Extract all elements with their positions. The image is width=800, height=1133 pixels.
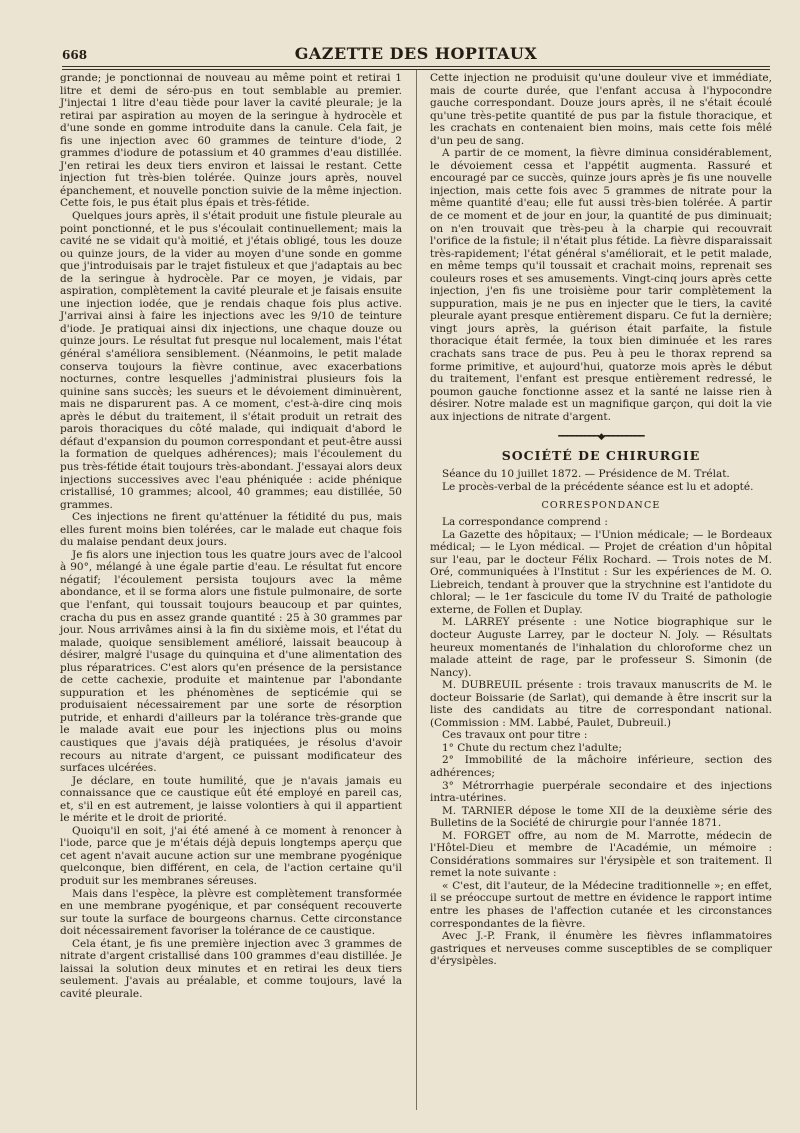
journal-title: GAZETTE DES HOPITAUX <box>294 44 538 63</box>
paragraph: Cela étant, je fis une première injection avec 3 grammes de nitrate d'argent cristallisé dans 100 grammes d'eau distillée. Je laissai la solution deux minutes et en retirai les deux tiers seulement. J'avais au préalable, et comme toujours, lavé la cavité pleurale. <box>60 937 402 1000</box>
paragraph: Quelques jours après, il s'était produit une fistule pleurale au point ponctionné, et le pus s'écoulait continuellement; mais la cavité ne se vidait qu'à moitié, et j'étais obligé, tous les douze ou quinze jours, de la vider au moyen d'une sonde en gomme que j'introduisais par le trajet fistuleux et que j'adaptais au bec de la seringue à hydrocèle. Par ce moyen, je vidais, par aspiration, complètement la cavité pleurale et je faisais ensuite une injection iodée, que je rendais chaque fois plus active. J'arrivai ainsi à faire les injections avec les 9/10 de teinture d'iode. Je pratiquai ainsi dix injections, une chaque douze ou quinze jours. Le résultat fut presque nul localement, mais l'état général s'améliora sensiblement. (Néanmoins, le petit malade conserva toujours la fièvre continue, avec exacerbations nocturnes, contre lesquelles j'administrai plusieurs fois la quinine sans succès; les sueurs et le dévoiement diminuèrent, mais ne disparurent pas. A ce moment, c'est-à-dire cinq mois après le début du traitement, il s'était produit un retrait des parois thoraciques du côté malade, qui indiquait d'abord le défaut d'expansion du poumon correspondant et peut-être aussi la formation de quelques adhérences); mais l'écoulement du pus très-fétide était toujours très-abondant. J'essayai alors deux injections successives avec l'eau phéniquée : acide phénique cristallisé, 10 grammes; alcool, 40 grammes; eau distillée, 50 grammes. <box>60 210 402 511</box>
paragraph: A partir de ce moment, la fièvre diminua considérablement, le dévoiement cessa et l'appétit augmenta. Rassuré et encouragé par ce succès, quinze jours après je fis une nouvelle injection, mais cette fois avec 5 grammes de nitrate pour la même quantité d'eau; elle fut aussi très-bien tolérée. A partir de ce moment et de jour en jour, la quantité de pus diminuait; on n'en trouvait que très-peu à la charpie qui recouvrait l'orifice de la fistule; il n'était plus fétide. La fièvre disparaissait très-rapidement; l'état général s'améliorait, et le petit malade, en même temps qu'il toussait et crachait moins, reprenait ses couleurs roses et ses amusements. Vingt-cinq jours après cette injection, j'en fis une troisième pour tarir complètement la suppuration, mais je ne pus en injecter que le tiers, la cavité pleurale ayant presque entièrement disparu. Ce fut la dernière; vingt jours après, la guérison était parfaite, la fistule thoracique était fermée, la toux bien diminuée et les rares crachats sans trace de pus. Peu à peu le thorax reprend sa forme primitive, et aujourd'hui, quatorze mois après le début du traitement, l'enfant est presque entièrement redressé, le poumon gauche fonctionne assez et la santé ne laisse rien à désirer. Notre malade est un magnifique garçon, qui doit la vie aux injections de nitrate d'argent. <box>430 147 772 423</box>
column-divider <box>416 70 417 1110</box>
left-column <box>60 72 402 1000</box>
correspondence-paragraph: La Gazette des hôpitaux; — l'Union médicale; — le Bordeaux médical; — le Lyon médical. — Projet de création d'un hôpital sur l'eau, par le docteur Félix Rochard. — Trois notes de M. Oré, communiquées à l'Institut : Sur les expériences de M. O. Liebreich, tendant à prouver que la strychnine est l'antidote du chloral; — le 1er fascicule du tome IV du Traité de pathologie externe, de Follen et Duplay. <box>430 528 772 616</box>
paragraph: M. FORGET offre, au nom de M. Marrotte, médecin de l'Hôtel-Dieu et membre de l'Académie, un mémoire : Considérations sommaires sur l'érysipèle et son traitement. Il remet la note suivante : <box>430 829 772 880</box>
correspondence-paragraph: M. DUBREUIL présente : trois travaux manuscrits de M. le docteur Boissarie (de Sarlat), qui demande à être inscrit sur la liste des candidats au titre de correspondant national. (Commission : MM. Labbé, Paulet, Dubreuil.) <box>430 679 772 729</box>
works-intro: Ces travaux ont pour titre : <box>442 729 588 742</box>
header-rule <box>62 66 770 67</box>
works-list-item: 1° Chute du rectum chez l'adulte; <box>442 741 622 754</box>
paragraph: grande; je ponctionnai de nouveau au même point et retirai 1 litre et demi de séro-pus en tout semblable au premier. J'injectai 1 litre d'eau tiède pour laver la cavité pleurale; je la retirai par aspiration au moyen de la seringue à hydrocèle et d'une sonde en gomme introduite dans la canule. Cela fait, je fis une injection avec 60 grammes de teinture d'iode, 2 grammes d'iodure de potassium et 40 grammes d'eau distillée. J'en retirai les deux tiers environ et laissai le restant. Cette injection fut très-bien tolérée. Quinze jours après, nouvel épanchement, et nouvelle ponction suivie de la même injection. Cette fois, le pus était plus épais et très-fétide. <box>60 72 402 210</box>
paragraph: Je fis alors une injection tous les quatre jours avec de l'alcool à 90°, mélangé à une égale partie d'eau. Le résultat fut encore négatif; l'écoulement persista toujours avec la même abondance, et il se forma alors une fistule pulmonaire, de sorte que l'enfant, qui toussait toujours beaucoup et par quintes, cracha du pus en assez grande quantité : 25 à 30 grammes par jour. Nous arrivâmes ainsi à la fin du sixième mois, et l'état du malade, quoique sensiblement amélioré, laissait beaucoup à désirer, malgré l'usage du quinquina et d'une alimentation des plus réparatrices. C'est alors qu'en présence de la persistance de cette cachexie, produite et maintenue par l'abondante suppuration et les phénomènes de septicémie qui se produisaient nécessairement par une sorte de résorption putride, et enhardi d'ailleurs par la tolérance très-grande que le malade avait eue pour les injections plus ou moins caustiques que j'avais déjà pratiquées, je résolus d'avoir recours au nitrate d'argent, ce puissant modificateur des surfaces ulcérées. <box>60 548 402 775</box>
session-line: Séance du 10 juillet 1872. — Présidence de M. Trélat. <box>442 468 730 481</box>
works-list-item: 3° Métrorrhagie puerpérale secondaire et des injections intra-utérines. <box>430 779 772 805</box>
society-title: SOCIÉTÉ DE CHIRURGIE <box>501 447 701 463</box>
page-number: 668 <box>62 48 88 62</box>
minutes-line: Le procès-verbal de la précédente séance est lu et adopté. <box>442 480 754 493</box>
works-list-item: 2° Immobilité de la mâchoire inférieure, section des adhérences; <box>430 754 772 779</box>
paragraph: Mais dans l'espèce, la plèvre est complètement transformée en une membrane pyogénique, et par conséquent recouverte sur toute la surface de bourgeons charnus. Cette circonstance doit nécessairement favoriser la tolérance de ce caustique. <box>60 887 402 938</box>
section-ornament: ━━━━━━━━━◆━━━━━━━━━ <box>558 432 644 443</box>
paragraph: Je déclare, en toute humilité, que je n'avais jamais eu connaissance que ce caustique eût été employé en pareil cas, et, s'il en est autrement, je laisse volontiers à qui il appartient le mérite et le droit de priorité. <box>60 774 402 825</box>
page-header <box>62 44 770 66</box>
correspondence-intro: La correspondance comprend : <box>442 516 608 529</box>
paragraph: Quoiqu'il en soit, j'ai été amené à ce moment à renoncer à l'iode, parce que je m'étais déjà depuis longtemps aperçu que cet agent n'avait aucune action sur une membrane pyogénique quelconque, bien différent, en cela, de l'action certaine qu'il produit sur les membranes séreuses. <box>60 824 402 887</box>
paragraph: Ces injections ne firent qu'atténuer la fétidité du pus, mais elles furent moins bien tolérées, car le malade eut chaque fois du malaise pendant deux jours. <box>60 511 402 549</box>
right-column <box>430 72 772 968</box>
correspondence-heading: CORRESPONDANCE <box>541 499 661 511</box>
paragraph: Cette injection ne produisit qu'une douleur vive et immédiate, mais de courte durée, que l'enfant accusa à l'hypocondre gauche correspondant. Douze jours après, il ne s'était écoulé qu'une très-petite quantité de pus par la fistule thoracique, et les crachats en contenaient bien moins, mais cette fois mêlé d'un peu de sang. <box>430 72 772 147</box>
correspondence-paragraph: M. LARREY présente : une Notice biographique sur le docteur Auguste Larrey, par le docteur N. Joly. — Résultats heureux momentanés de l'inhalation du chloroforme chez un malade atteint de rage, par le professeur S. Simonin (de Nancy). <box>430 616 772 679</box>
paragraph: Avec J.-P. Frank, il énumère les fièvres inflammatoires gastriques et nerveuses comme susceptibles de se compliquer d'érysipèles. <box>430 930 772 968</box>
paragraph: M. TARNIER dépose le tome XII de la deuxième série des Bulletins de la Société de chirurgie pour l'année 1871. <box>430 804 772 830</box>
paragraph: « C'est, dit l'auteur, de la Médecine traditionnelle »; en effet, il se préoccupe surtout de mettre en évidence le rapport intime entre les phases de l'affection cutanée et les circonstances correspondantes de la fièvre. <box>430 879 772 930</box>
